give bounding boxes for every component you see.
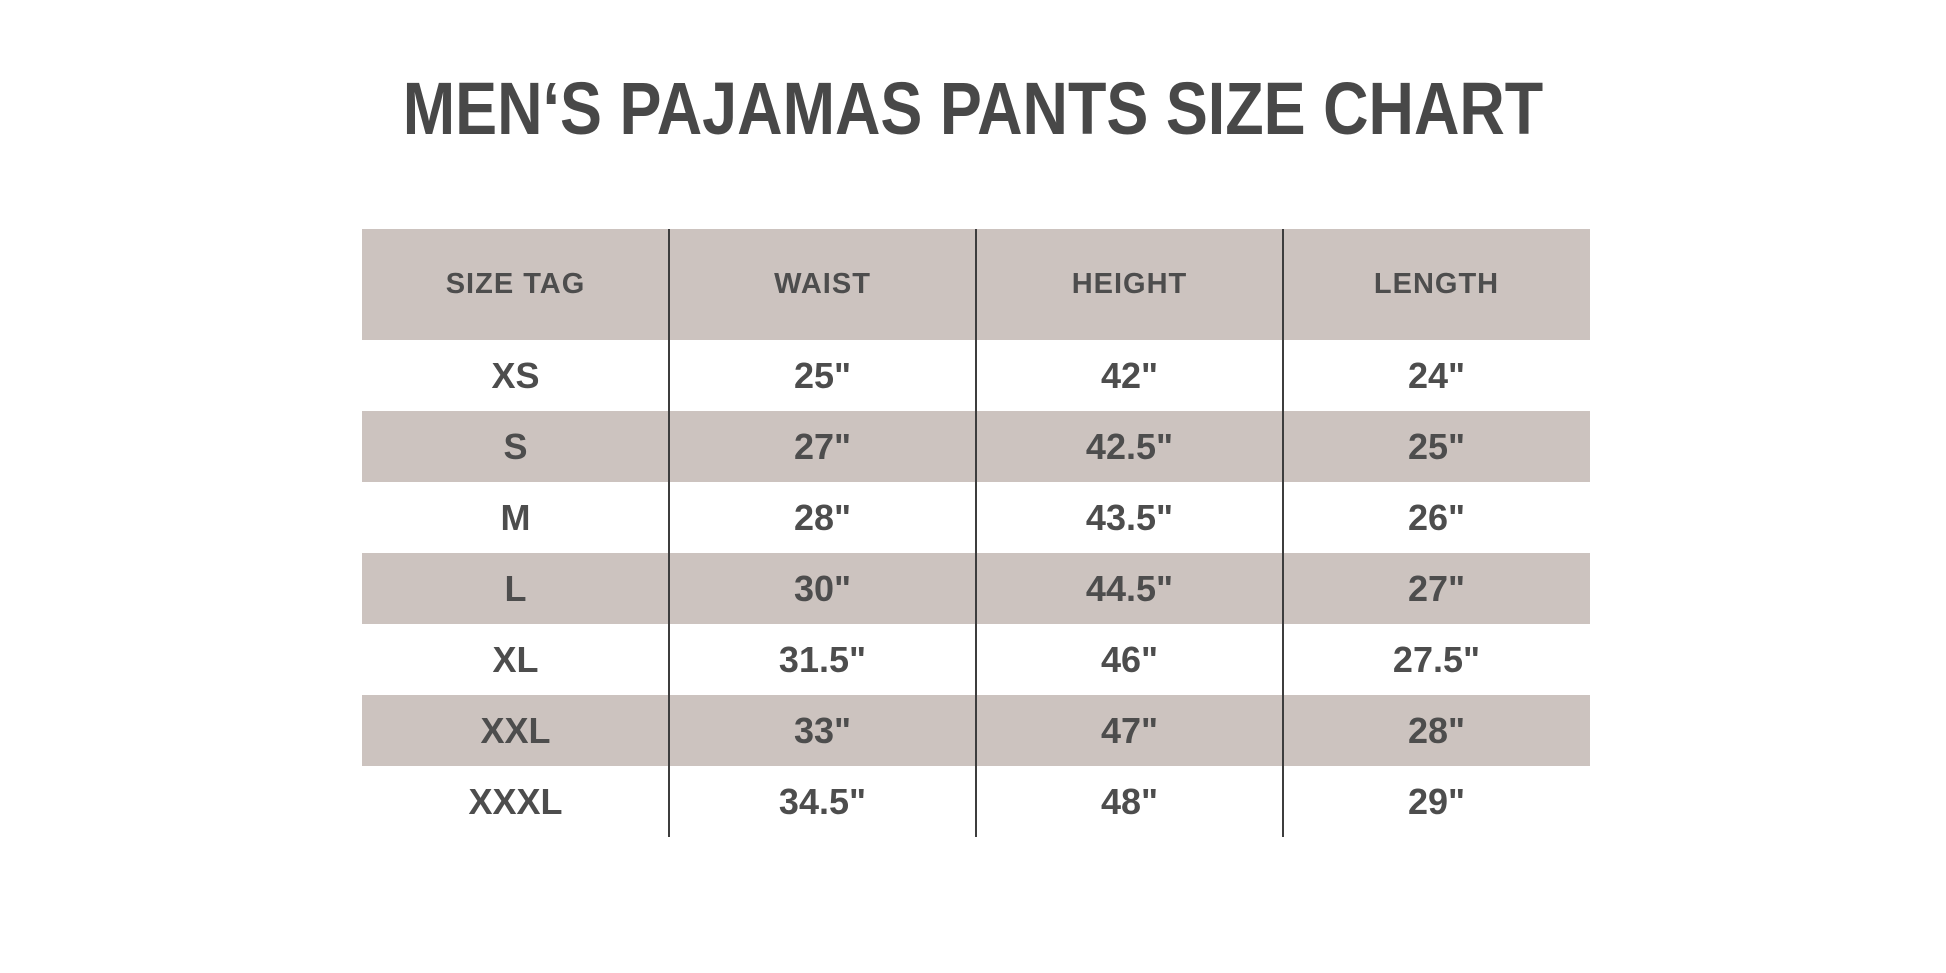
- column-header-size-tag: SIZE TAG: [445, 268, 586, 300]
- page-title: MEN‘S PAJAMAS PANTS SIZE CHART: [402, 67, 1544, 150]
- column-divider: [1282, 229, 1284, 837]
- size-tag-cell: XXL: [480, 709, 551, 751]
- column-divider: [975, 229, 977, 837]
- height-cell: 48": [1100, 780, 1159, 822]
- height-cell: 42": [1100, 354, 1159, 396]
- column-header-height: HEIGHT: [1071, 268, 1188, 300]
- height-cell: 42.5": [1085, 425, 1174, 467]
- waist-cell: 25": [793, 354, 852, 396]
- height-cell: 47": [1100, 709, 1159, 751]
- size-table: [362, 229, 1590, 837]
- size-tag-cell: S: [503, 425, 528, 467]
- column-header-waist: WAIST: [774, 268, 871, 300]
- waist-cell: 28": [793, 496, 852, 538]
- height-cell: 44.5": [1085, 567, 1174, 609]
- length-cell: 25": [1407, 425, 1466, 467]
- length-cell: 27.5": [1392, 638, 1481, 680]
- column-header-length: LENGTH: [1373, 268, 1500, 300]
- height-cell: 43.5": [1085, 496, 1174, 538]
- column-divider: [668, 229, 670, 837]
- size-tag-cell: XS: [491, 354, 540, 396]
- size-tag-cell: L: [504, 567, 527, 609]
- length-cell: 26": [1407, 496, 1466, 538]
- size-tag-cell: XXXL: [468, 780, 563, 822]
- length-cell: 24": [1407, 354, 1466, 396]
- length-cell: 27": [1407, 567, 1466, 609]
- size-tag-cell: M: [500, 496, 531, 538]
- waist-cell: 34.5": [778, 780, 867, 822]
- waist-cell: 30": [793, 567, 852, 609]
- waist-cell: 27": [793, 425, 852, 467]
- height-cell: 46": [1100, 638, 1159, 680]
- waist-cell: 31.5": [778, 638, 867, 680]
- waist-cell: 33": [793, 709, 852, 751]
- length-cell: 29": [1407, 780, 1466, 822]
- size-tag-cell: XL: [492, 638, 539, 680]
- length-cell: 28": [1407, 709, 1466, 751]
